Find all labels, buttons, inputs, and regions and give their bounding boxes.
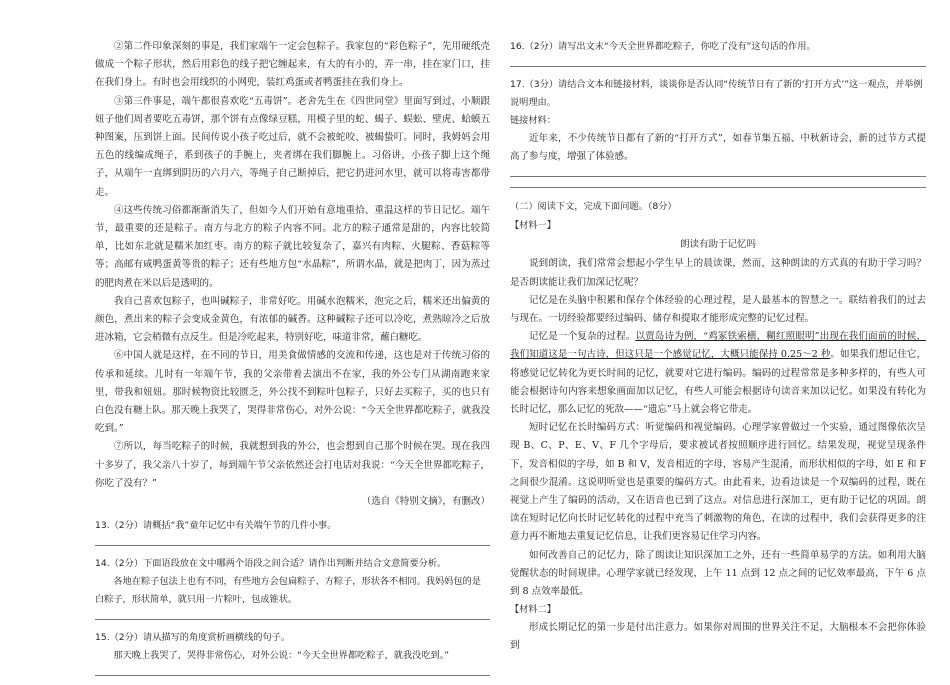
reading-paragraph-4: 短时记忆在长时编码方式：听觉编码和视觉编码。心理学家曾做过一个实验，通过图像依次呈现 B、C、P、E、V、F 几个字母后，要求被试者按照顺序进行回忆。结果发现，视觉呈现条件下，发音相似的字母，如 B 和 V，发音相近的字母，容易产生混淆，而形状相似的字母，如 E 和 F 之间很少混淆。这说明听觉也是重要的编码方式。由此看来，边看边读是一个双编码的过程，既在视觉上产生了编码的活动，又在语音也已到了这点。对信息进行深加工，更有助于记忆的巩固。朗读在短时记忆向长时记忆转化的过程中充当了刺激物的角色，在读的过程中，我们会获得更多的注意力再不断地去重复记忆信息，让我们更容易记住学习内容。 — [510, 422, 926, 543]
answer-line-13[interactable] — [95, 544, 490, 546]
question-13: 13.（2分）请概括“我”童年记忆中有关端午节的几件小事。 — [95, 520, 337, 532]
reading-paragraph-2: 记忆是在头脑中积累和保存个体经验的心理过程，是人最基本的智慧之一。联结着我们的过去与现在。一切经验都要经过编码、储存和提取才能形成完整的记忆过程。 — [510, 294, 926, 325]
question-15: 15.（2分）请从描写的角度赏析画横线的句子。 — [95, 632, 291, 644]
reading-paragraph-6: 形成长期记忆的第一步是付出注意力。如果你对周围的世界关注不足，大脑根本不会把你体验到 — [510, 622, 926, 652]
source-note: （选自《特别文摘》，有删改） — [361, 496, 490, 508]
paragraph-4a: ④这些传统习俗都渐渐消失了，但如今人们开始有意地重拾、重温这样的节日记忆。端午节，最重要的还是粽子。南方与北方的粽子内容不同。北方的粽子通常是甜的，内容比较简单，比如东北就是糯米加红枣。南方的粽子就比较复杂了，嘉兴有肉粽、火腿粽、香菇粽等等；高邮有咸鸭蛋黄等贵的粽子；还有些地方包“水晶粽”，所谓水晶，就是把肉丁，因为蒸过的肥肉煮在米以后是透明的。 — [95, 204, 490, 289]
paragraph-4b: 我自己喜欢包粽子，也叫碱粽子，非常好吃。用碱水泡糯米，泡完之后，糯米还出偏黄的颜色，煮出来的粽子会变成金黄色，有浓郁的碱香。这种碱粽子还可以冷吃，煮熟晾冷之后放进冰箱，它会稍微有点反生。但是冷吃起来，特别好吃，味道非常，蘸白糖吃。 — [95, 295, 490, 344]
link-material-label: 链接材料： — [510, 115, 556, 126]
question-14: 14.（2分）下面语段放在文中哪两个语段之间合适？请作出判断并结合文意简要分析。 — [95, 558, 447, 570]
link-material-text: 近年来，不少传统节日都有了新的“打开方式”，如春节集五福、中秋新诗会，新的过节方式提高了参与度，增强了体验感。 — [510, 133, 926, 163]
right-column — [510, 38, 926, 656]
answer-line-17a[interactable] — [510, 175, 926, 177]
underlined-sentence: 以贾岛诗为例，“鸡冢铁索横，糊红照眼明”出现在我们面前的时候，我们知道这是一句古诗，但这只是一个感觉记忆，大概只能保持 0.25～2 秒 — [510, 331, 926, 361]
material-1-title: 朗读有助于记忆吗 — [679, 239, 756, 251]
paragraph-7: ⑦所以，每当吃粽子的时候，我就想到我的外公，也会想到自己那个时候在哭。现在我四十多岁了，我父亲八十岁了，每到端午节父亲依然还会打电话对我说：“今天全世界都吃粽子，你吃了没有？” — [95, 441, 490, 489]
paragraph-3: ③第三件事是，端午都很喜欢吃“五毒饼”。老舍先生在《四世同堂》里面写到过，小顺跟妞子他们周者要吃五毒饼，那个饼有点像绿豆糕，用模子里的蛇、蝎子、蜈蚣、壁虎、蛤蟆五种图案，压到饼上面。民间传说小孩子吃过后，就不会被蛇咬、被蝎蛰叮。同时，我姆妈会用五色的线编成绳子，系到孩子的手腕上，夹者绑在我们脚腕上。习俗讲，小孩子脚上这个绳子，从端午一直绑到阴历的六月六，等绳子自己断掉后，把它扔进河水里，就可以将毒害都带走。 — [95, 95, 490, 198]
answer-line-17b[interactable] — [510, 186, 926, 188]
answer-line-14[interactable] — [95, 618, 490, 620]
paragraph-2: ②第二件印象深刻的事是，我们家端午一定会包粽子。我家包的“彩色粽子”，先用硬纸壳做成一个粽子形状，然后用彩色的线子把它缠起来，有大的有小的，弄一串，挂在家门口，挂在我们身上。有时也会用线织的小网兜，装红鸡蛋或者鸭蛋挂在我们身上。 — [95, 41, 490, 89]
question-14-text: 各地在粽子包法上也有不同，有些地方会包扁粽子、方粽子，形状各不相同。我妈妈包的是白粽子，形状简单，就只用一片粽叶，包成锥状。 — [95, 576, 481, 606]
material-2-label: 【材料二】 — [510, 604, 556, 616]
reading-paragraph-3 — [510, 328, 926, 419]
reading-paragraph-3-rest: 。如果我们想记住它，将感觉记忆转化为更长时间的记忆，就要对它进行编码。编码的过程常常是多种多样的，有些人可能会根据诗句内容来想象画面加以记忆，有些人可能会根据诗句读音来加以记忆。如果没有转化为长时记忆，那么记忆的死敌——“遗忘”马上就会将它带走。 — [510, 349, 926, 416]
material-1-label: 【材料一】 — [510, 220, 556, 232]
question-15-text: 那天晚上我哭了，哭得非常伤心，对外公说：“今天全世界都吃粽子，就我没吃到。” — [113, 650, 450, 662]
reading-paragraph-5: 如何改善自己的记忆力，除了朗读让知识深加工之外，还有一些简单易学的方法。如利用大脑觉醒状态的时间规律。心理学家就已经发现，上午 11 点到 12 点之间的记忆效率最高，下午 6 点到 8 点效率最低。 — [510, 549, 926, 598]
left-column — [95, 38, 490, 685]
paragraph-6: ⑥中国人就是这样，在不同的节日，用美食做情感的交流和传递，这也是对于传统习俗的传承和延续。儿时有一年端午节，我的父亲带着去演出不在家，我的外公专门从湖南跑来家里，带我和妞妞。那时候物资比较匮乏，外公找不到粽叶包粽子，只好去买粽子，买的也只有白色没有糖上队。那天晚上我哭了，哭得非常伤心，对外公说：“今天全世界都吃粽子，就我没吃到。” — [95, 350, 490, 435]
answer-line-16[interactable] — [510, 65, 926, 67]
question-17: 17.（3分）请结合文本和链接材料，谈谈你是否认同“传统节日有了新的‘打开方式’”这一观点，并举例说明理由。 — [510, 79, 923, 108]
question-16: 16.（2分）请写出文末“今天全世界都吃粽子，你吃了没有”这句话的作用。 — [510, 41, 816, 52]
section-heading: （二）阅读下文，完成下面问题。（8分） — [510, 201, 677, 213]
answer-line-15[interactable] — [95, 674, 490, 676]
reading-paragraph-3-lead: 记忆是一个复杂的过程。 — [529, 331, 636, 343]
reading-paragraph-1: 说到朗读，我们常常会想起小学生早上的晨读课，然而，这种朗读的方式真的有助于学习吗？是否朗读能让我们加深记忆呢？ — [510, 258, 926, 288]
